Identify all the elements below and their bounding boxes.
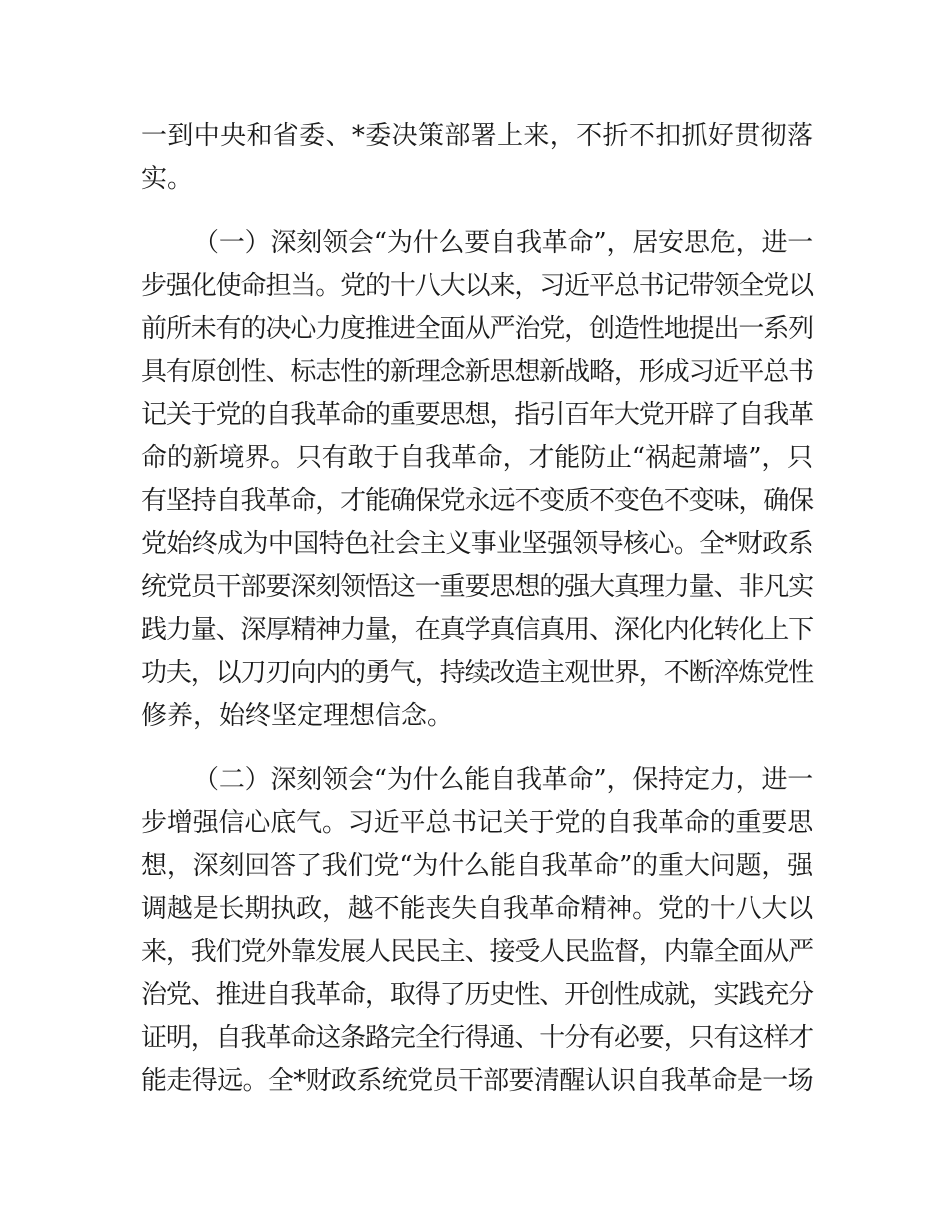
text-line: 想，深刻回答了我们党“为什么能自我革命”的重大问题，强 xyxy=(141,851,813,881)
text-line: 践力量、深厚精神力量，在真学真信真用、深化内化转化上下 xyxy=(141,615,814,645)
text-line: 步强化使命担当。党的十八大以来，习近平总书记带领全党以 xyxy=(141,271,814,301)
text-line: 修养，始终坚定理想信念。 xyxy=(141,701,454,731)
document-body xyxy=(141,115,813,1103)
text-line: 统党员干部要深刻领悟这一重要思想的强大真理力量、非凡实 xyxy=(141,572,814,602)
text-line: 步增强信心底气。习近平总书记关于党的自我革命的重要思 xyxy=(141,808,814,838)
text-line: （一）深刻领会“为什么要自我革命”，居安思危，进一 xyxy=(193,228,814,258)
text-line: 实。 xyxy=(141,164,194,194)
paragraph xyxy=(141,759,813,1103)
text-line: 前所未有的决心力度推进全面从严治党，创造性地提出一系列 xyxy=(141,314,814,344)
text-line: 来，我们党外靠发展人民民主、接受人民监督，内靠全面从严 xyxy=(141,937,814,967)
text-line: 命的新境界。只有敢于自我革命，才能防止“祸起萧墙”，只 xyxy=(141,443,813,473)
text-line: 调越是长期执政，越不能丧失自我革命精神。党的十八大以 xyxy=(141,894,814,924)
text-line: 具有原创性、标志性的新理念新思想新战略，形成习近平总书 xyxy=(141,357,814,387)
text-line: 功夫，以刀刃向内的勇气，持续改造主观世界，不断淬炼党性 xyxy=(141,658,814,688)
text-line: 一到中央和省委、*委决策部署上来，不折不扣抓好贯彻落 xyxy=(141,121,813,151)
paragraph xyxy=(141,115,813,201)
text-line: 能走得远。全*财政系统党员干部要清醒认识自我革命是一场 xyxy=(141,1066,813,1096)
paragraph xyxy=(141,222,813,738)
text-line: 治党、推进自我革命，取得了历史性、开创性成就，实践充分 xyxy=(141,980,814,1010)
text-line: 证明，自我革命这条路完全行得通、十分有必要，只有这样才 xyxy=(141,1023,814,1053)
text-line: （二）深刻领会“为什么能自我革命”，保持定力，进一 xyxy=(193,765,814,795)
text-line: 有坚持自我革命，才能确保党永远不变质不变色不变味，确保 xyxy=(141,486,814,516)
text-line: 记关于党的自我革命的重要思想，指引百年大党开辟了自我革 xyxy=(141,400,814,430)
text-line: 党始终成为中国特色社会主义事业坚强领导核心。全*财政系 xyxy=(141,529,813,559)
